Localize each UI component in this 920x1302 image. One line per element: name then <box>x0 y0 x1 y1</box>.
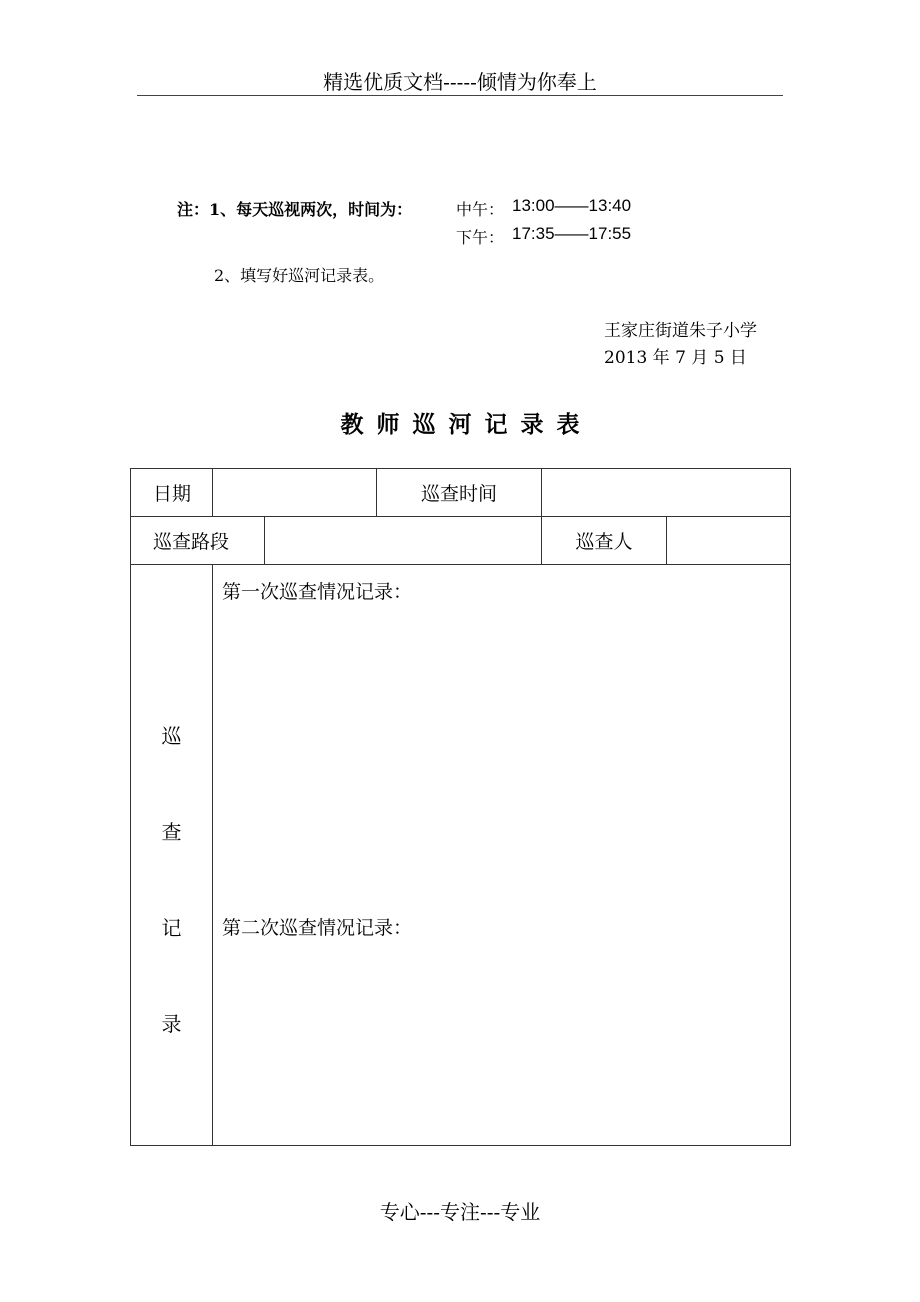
side-char-1: 巡 <box>161 724 182 748</box>
header-divider <box>137 95 783 96</box>
time-label: 巡查时间 <box>377 469 542 517</box>
second-record-label: 第二次巡查情况记录： <box>222 917 413 939</box>
person-field[interactable] <box>667 517 791 565</box>
route-label: 巡查路段 <box>131 517 265 565</box>
side-char-3: 记 <box>161 916 182 940</box>
noon-time: 13:00——13:40 <box>512 196 632 215</box>
time-field[interactable] <box>542 469 791 517</box>
patrol-record-table <box>130 468 791 1146</box>
signature-date: 2013 年 7 月 5 日 <box>604 348 747 368</box>
signature-org: 王家庄街道朱子小学 <box>604 321 757 341</box>
page-footer: 专心---专注---专业 <box>379 1200 541 1224</box>
date-field[interactable] <box>213 469 377 517</box>
person-label: 巡查人 <box>542 517 667 565</box>
form-title: 教师巡河记录表 <box>340 411 593 438</box>
note-item-1: 注：1、每天巡视两次，时间为： <box>177 200 413 219</box>
side-char-2: 查 <box>161 820 182 844</box>
side-char-4: 录 <box>161 1012 182 1036</box>
record-side-label <box>131 565 213 1146</box>
page-header: 精选优质文档-----倾情为你奉上 <box>323 70 597 94</box>
afternoon-label: 下午： <box>456 228 505 247</box>
route-field[interactable] <box>265 517 542 565</box>
noon-label: 中午： <box>456 200 505 219</box>
date-label: 日期 <box>131 469 213 517</box>
first-record-label: 第一次巡查情况记录： <box>222 581 413 603</box>
record-area[interactable] <box>213 565 791 1146</box>
note-item-2: 2、填写好巡河记录表。 <box>214 266 385 285</box>
afternoon-time: 17:35——17:55 <box>512 224 632 243</box>
